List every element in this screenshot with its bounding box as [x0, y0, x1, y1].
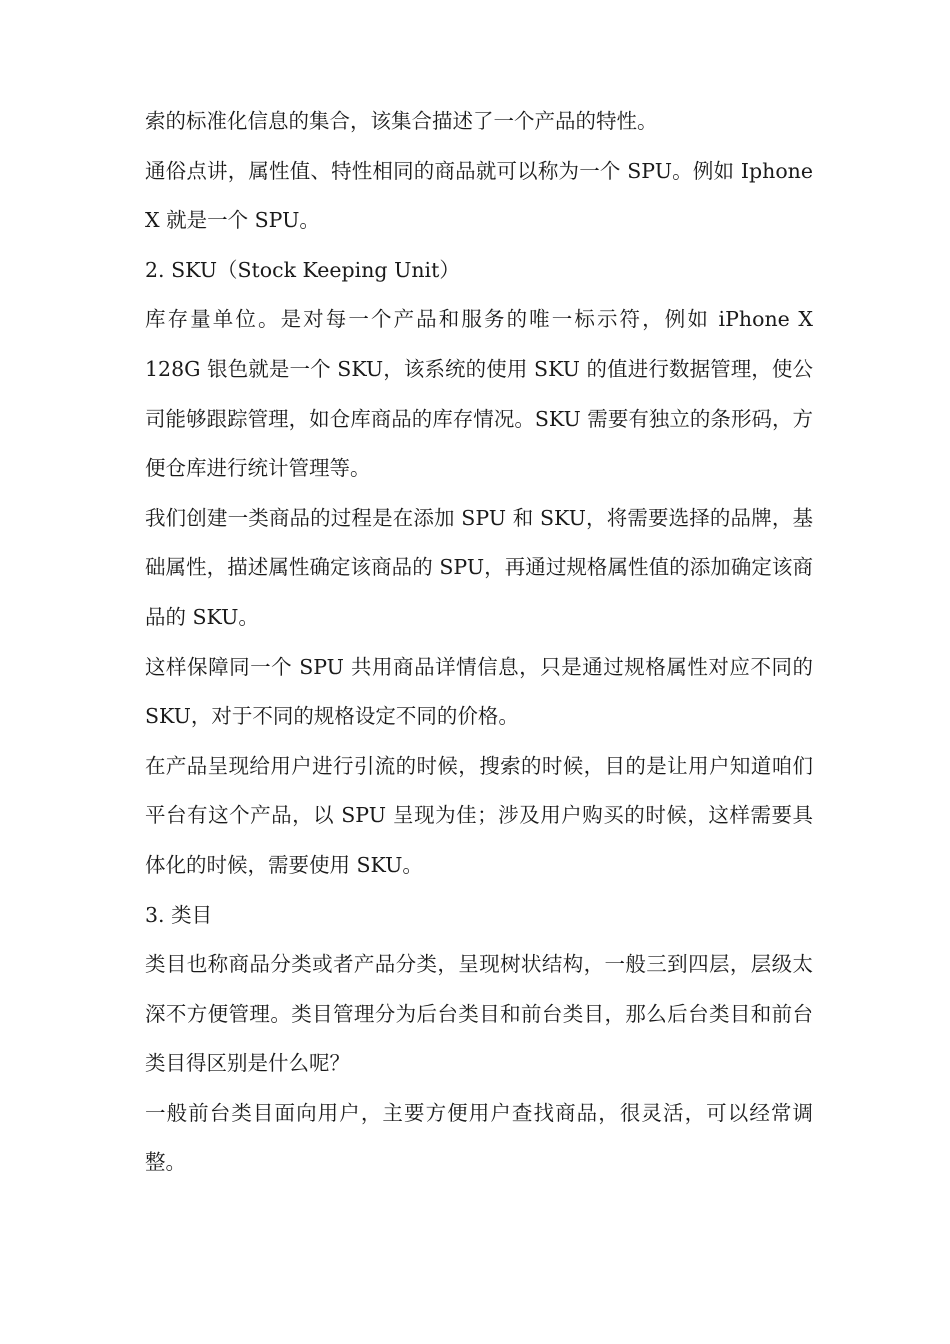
paragraph-spu-vs-sku-usage: 在产品呈现给用户进行引流的时候，搜索的时候，目的是让用户知道咱们平台有这个产品，以 SPU 呈现为佳；涉及用户购买的时候，这样需要具体化的时候，需要使用 SKU。 — [145, 753, 813, 877]
heading-sku: 2. SKU（Stock Keeping Unit） — [145, 257, 460, 282]
paragraph-front-category: 一般前台类目面向用户，主要方便用户查找商品，很灵活，可以经常调整。 — [145, 1100, 813, 1175]
paragraph-create-product: 我们创建一类商品的过程是在添加 SPU 和 SKU，将需要选择的品牌，基础属性，描述属性确定该商品的 SPU，再通过规格属性值的添加确定该商品的 SKU。 — [145, 505, 813, 629]
paragraph-category-definition: 类目也称商品分类或者产品分类，呈现树状结构，一般三到四层，层级太深不方便管理。类目管理分为后台类目和前台类目，那么后台类目和前台类目得区别是什么呢？ — [145, 952, 813, 1076]
paragraph-sku-definition: 库存量单位。是对每一个产品和服务的唯一标示符，例如 iPhone X 128G 银色就是一个 SKU，该系统的使用 SKU 的值进行数据管理，使公司能够跟踪管理，如仓库商品的库存情况。SKU 需要有独立的条形码，方便仓库进行统计管理等。 — [145, 307, 813, 481]
paragraph-spu-example: 通俗点讲，属性值、特性相同的商品就可以称为一个 SPU。例如 Iphone X 就是一个 SPU。 — [145, 158, 813, 233]
document-body — [145, 97, 813, 1188]
paragraph-spu-definition-end: 索的标准化信息的集合，该集合描述了一个产品的特性。 — [145, 109, 658, 133]
heading-category: 3. 类目 — [145, 902, 213, 927]
paragraph-shared-details: 这样保障同一个 SPU 共用商品详情信息，只是通过规格属性对应不同的 SKU，对于不同的规格设定不同的价格。 — [145, 654, 813, 729]
